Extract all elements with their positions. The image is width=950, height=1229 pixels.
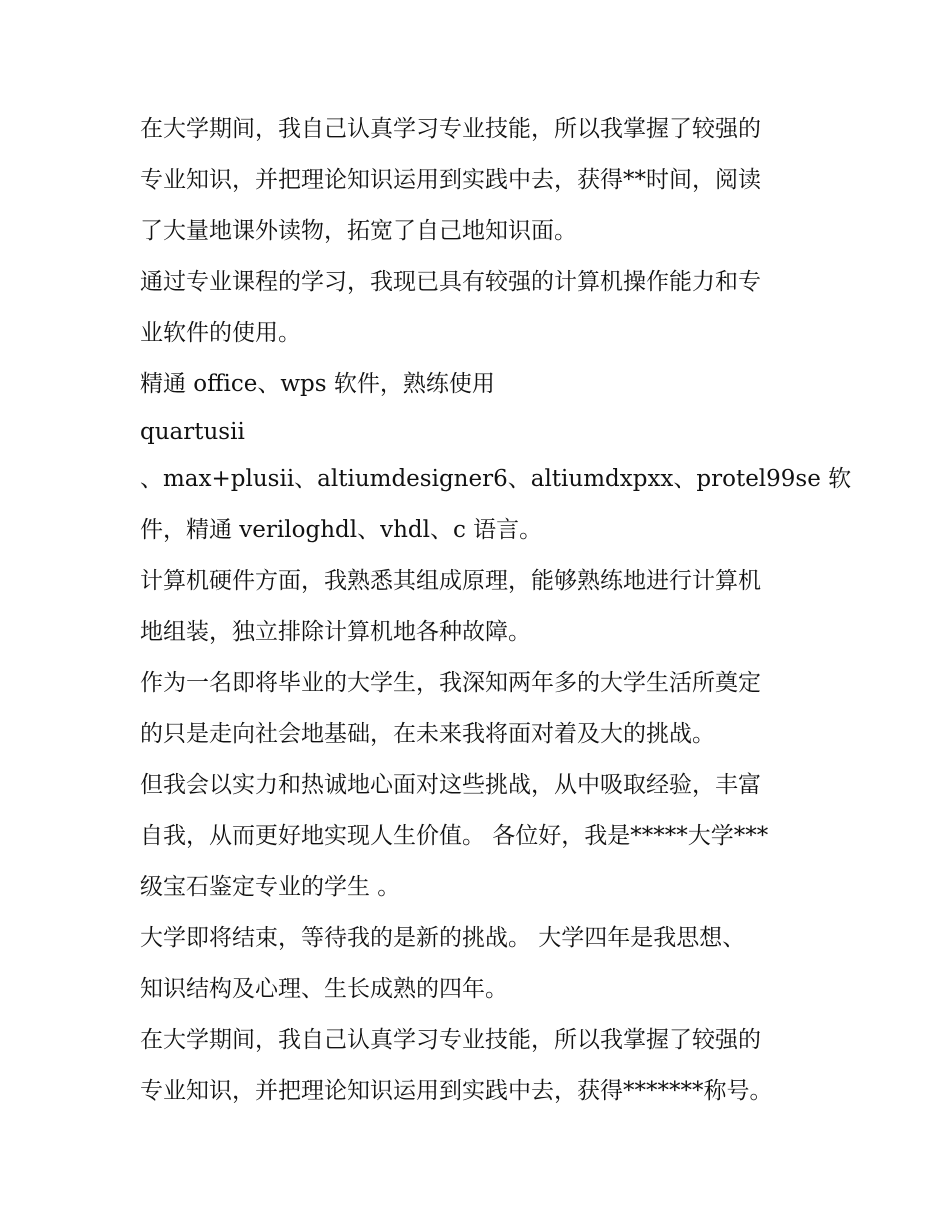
text-line: quartusii [140,419,245,445]
text-line: 件，精通 veriloghdl、vhdl、c 语言。 [140,517,543,543]
text-line: 自我，从而更好地实现人生价值。 各位好，我是*****大学*** [140,823,769,849]
text-line: 在大学期间，我自己认真学习专业技能，所以我掌握了较强的 [140,116,761,142]
text-line: 计算机硬件方面，我熟悉其组成原理，能够熟练地进行计算机 [140,568,761,594]
text-line: 作为一名即将毕业的大学生，我深知两年多的大学生活所奠定 [140,670,761,696]
text-line: 在大学期间，我自己认真学习专业技能，所以我掌握了较强的 [140,1027,761,1053]
text-line: 专业知识，并把理论知识运用到实践中去，获得*******称号。 [140,1078,773,1104]
text-line: 了大量地课外读物，拓宽了自己地知识面。 [140,218,577,244]
text-line: 但我会以实力和热诚地心面对这些挑战，从中吸取经验，丰富 [140,772,761,798]
text-line: 通过专业课程的学习，我现已具有较强的计算机操作能力和专 [140,269,761,295]
text-line: 级宝石鉴定专业的学生 。 [140,874,401,900]
text-line: 地组装，独立排除计算机地各种故障。 [140,619,531,645]
text-line: 、max+plusii、altiumdesigner6、altiumdxpxx、protel99se 软 [140,466,852,492]
document-body [140,104,852,1117]
text-line: 知识结构及心理、生长成熟的四年。 [140,976,508,1002]
text-line: 业软件的使用。 [140,320,301,346]
text-line: 的只是走向社会地基础，在未来我将面对着及大的挑战。 [140,721,715,747]
text-line: 专业知识，并把理论知识运用到实践中去，获得**时间，阅读 [140,167,761,193]
text-line: 大学即将结束，等待我的是新的挑战。 大学四年是我思想、 [140,925,746,951]
text-line: 精通 office、wps 软件，熟练使用 [140,371,495,397]
